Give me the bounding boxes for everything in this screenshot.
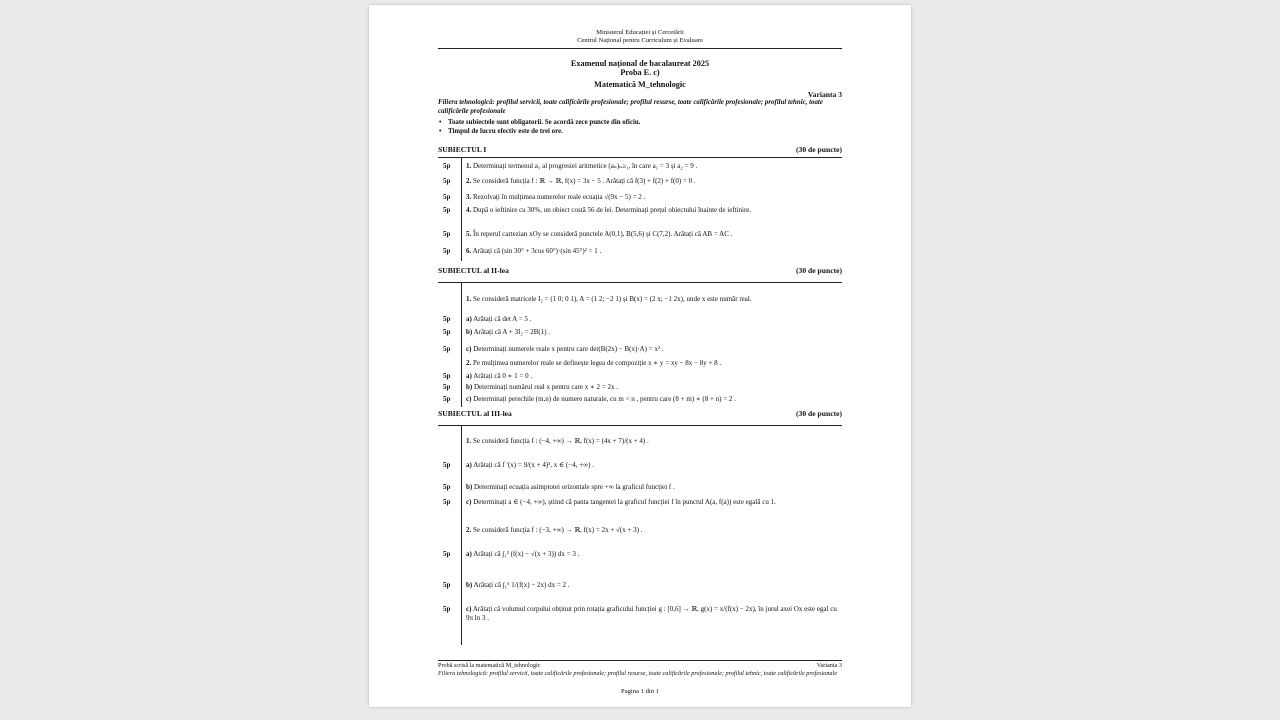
header-divider	[438, 48, 842, 49]
footer-left: Probă scrisă la matematică M_tehnologic	[438, 662, 541, 669]
page-footer	[438, 662, 842, 677]
center-name: Centrul Național pentru Curriculum și Evaluare	[577, 37, 703, 44]
subject-3-title: SUBIECTUL al III-lea	[438, 409, 512, 418]
exam-subject: Matematică M_tehnologic	[594, 80, 686, 89]
subject-3-margin-line	[461, 426, 462, 645]
page-header	[438, 29, 842, 45]
variant-label: Varianta 3	[807, 90, 842, 99]
footer-filiera: Filiera tehnologică: profilul servicii, toate calificările profesionale; profilul resurse, toate calificările profesionale; profilul tehnic, toate calificările profesionale	[438, 669, 837, 677]
subject-1-title: SUBIECTUL I	[438, 145, 487, 154]
exam-title: Examenul național de bacalaureat 2025	[570, 59, 710, 68]
instruction-item: • Timpul de lucru efectiv este de trei ore.	[438, 128, 842, 137]
footer-divider	[438, 660, 842, 661]
subject-2-heading	[438, 266, 842, 275]
subject-1-points: (30 de puncte)	[796, 145, 842, 154]
page-number: Pagina 1 din 1	[621, 688, 659, 695]
footer-variant: Varianta 3	[816, 662, 842, 669]
subject-1-rule	[438, 157, 842, 158]
ministry-name: Ministerul Educației și Cercetării	[596, 29, 684, 36]
exam-proba: Proba E. c)	[620, 68, 660, 77]
instructions-list	[438, 119, 842, 136]
subject-1-margin-line	[461, 158, 462, 261]
filiera-text: Filiera tehnologică: profilul servicii, toate calificările profesionale; profilul resurse, toate calificările profesionale; profilul tehnic, toate calificările profesionale	[438, 99, 823, 115]
subject-2-title: SUBIECTUL al II-lea	[438, 266, 509, 275]
subject-1-heading	[438, 145, 842, 154]
instruction-item: • Toate subiectele sunt obligatorii. Se acordă zece puncte din oficiu.	[438, 119, 842, 128]
subject-3-points: (30 de puncte)	[796, 409, 842, 418]
document-page: Ministerul Educației și Cercetării Centrul Național pentru Curriculum și Evaluare Examenul național de bacalaureat 2025 Proba E. c) Matematică M_tehnologic Varianta 3 Filiera tehnologică: profilul servicii, toate calificările profesionale; profilul resurse, toate calificările profesionale; profilul tehnic, toate calificările profesionale • Toate subiectele sunt obligatorii. Se acordă zece puncte din oficiu. • Timpul de lucru efectiv este de trei ore. SUBIECTUL I (30 de puncte) 5p 1. Determinați termenul a₃ al progresiei aritmetice (aₙ)ₙ≥₁, în care a₁ = 3 și a₂ = 9 . 5p 2. Se consideră funcția f : ℝ → ℝ, f(x) = 3x − 5 . Arătați că f(3) + f(2) + f(0) = 0 . 5p 3. Rezolvați în mulțimea numerelor reale ecuația √(9x − 5) = 2 . 5p 4. După o ieftinire cu 30%, un obiect costă 56 de lei. Determinați prețul obiectului înainte de ieftinire. 5p 5. În reperul cartezian xOy se consideră punctele A(0,1), B(5,6) și C(7,2). Arătați că AB = AC . 5p 6. Arătați că (sin 30° + 3cos 60°)·(sin 45°)² = 1 . SUBIECTUL al II-lea (30 de puncte) 1. Se consideră matricele I₂ = (1 0; 0 1), A = (1 2; −2 1) și B(x) = (2 x; −1 2x), unde x este număr real. 5p a) Arătați că det A = 5 . 5p b) Arătați că A + 3I₂ = 2B(1) . 5p c) Determinați numerele reale x pentru care det(B(2x) − B(x)·A) = x² . 2. Pe mulțimea numerelor reale se definește legea de compoziție x ∗ y = xy − 8x − 8y + 8 . 5p a) Arătați că 0 ∗ 1 = 0 . 5p b) Determinați numărul real x pentru care x ∗ 2 = 2x . 5p c) Determinați perechile (m,n) de numere naturale, cu m < n , pentru care (8 + m) ∗ (8 + n) = 2 . SUBIECTUL al III-lea (30 de puncte) 1. Se consideră funcția f : (−4, +∞) → ℝ, f(x) = (4x + 7)/(x + 4) . 5p a) Arătați că f ′(x) = 9/(x + 4)², x ∈ (−4, +∞) . 5p b) Determinați ecuația asimptotei orizontale spre +∞ la graficul funcției f . 5p c) Determinați a ∈ (−4, +∞), știind că panta tangentei la graficul funcției f în punctul A(a, f(a)) este egală cu 1. 2. Se consideră funcția f : (−3, +∞) → ℝ, f(x) = 2x + √(x + 3) . 5p a) Arătați că ∫₁² (f(x) − √(x + 3)) dx = 3 . 5p b) Arătați că ∫₁⁶ 1/(f(x) − 2x) dx = 2 . 5p c) Arătați că volumul corpului obținut prin rotația graficului funcției g : [0,6] → ℝ, g(x) = x/(f(x) − 2x), în jurul axei Ox este egal cu 9π ln 3 . Probă scrisă la matematică M_tehnologic Varianta 3 Filiera tehnologică: profilul servicii, toate calificările profesionale; profilul resurse, toate calificările profesionale; profilul tehnic, toate calificările profesionale Pagina 1 din 1	[369, 5, 911, 707]
subject-3-rule	[438, 425, 842, 426]
subject-2-rule	[438, 282, 842, 283]
subject-2-points: (30 de puncte)	[796, 266, 842, 275]
subject-2-margin-line	[461, 283, 462, 407]
subject-3-heading	[438, 409, 842, 418]
